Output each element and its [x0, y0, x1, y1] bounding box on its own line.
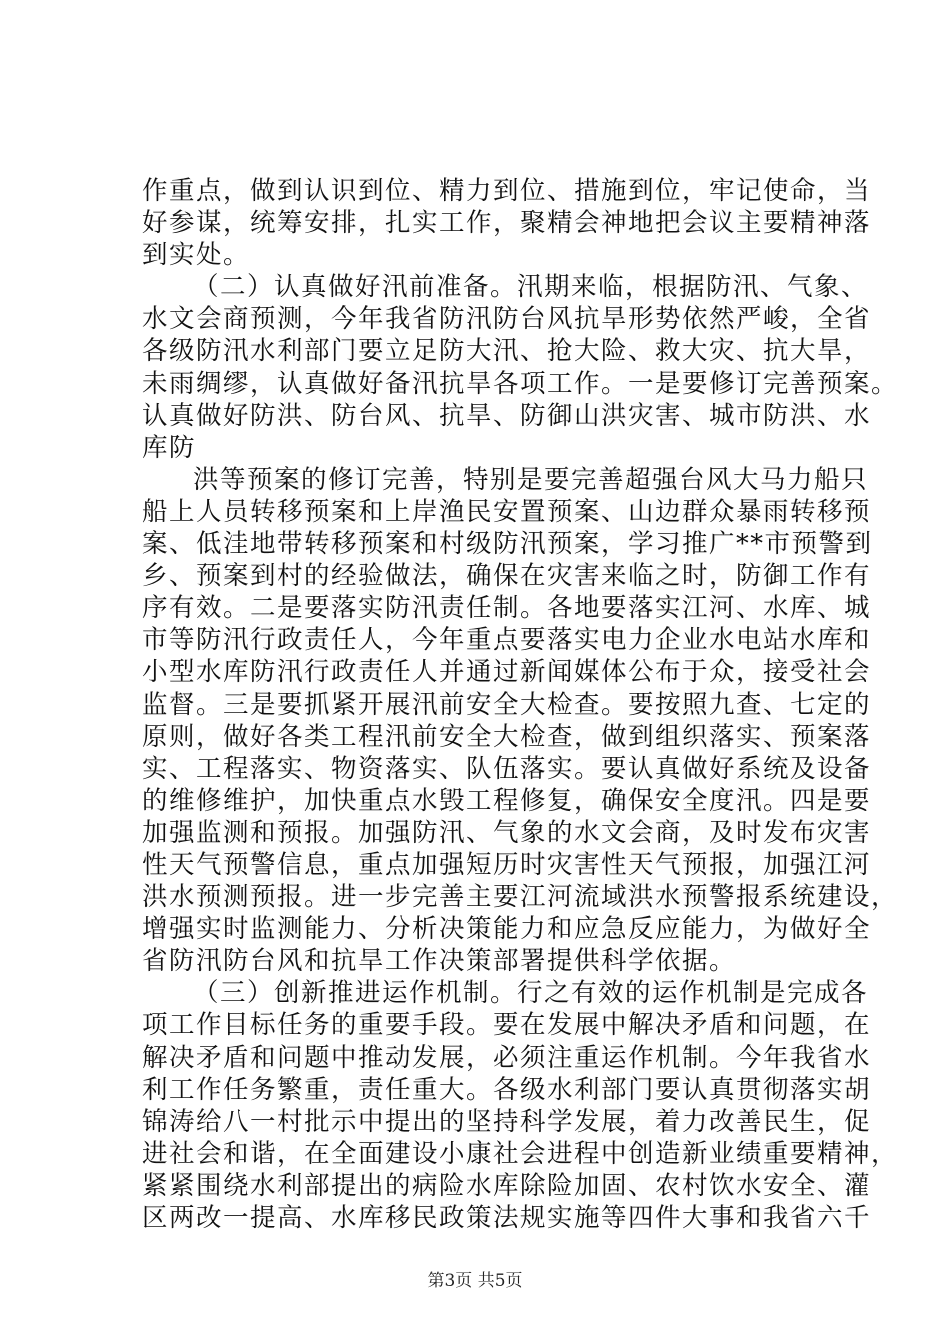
paragraph-2 [142, 271, 899, 464]
text-line: 水文会商预测，今年我省防汛防台风抗旱形势依然严峻，全省 [142, 304, 872, 335]
text-line: 进社会和谐，在全面建设小康社会进程中创造新业绩重要精神， [142, 1138, 899, 1169]
text-line: 船上人员转移预案和上岸渔民安置预案、山边群众暴雨转移预 [142, 496, 872, 527]
text-line: 锦涛给八一村批示中提出的坚持科学发展，着力改善民生，促 [142, 1106, 872, 1137]
text-line: 紧紧围绕水利部提出的病险水库除险加固、农村饮水安全、灌 [142, 1170, 872, 1201]
text-line: 实、工程落实、物资落实、队伍落实。要认真做好系统及设备 [142, 753, 872, 784]
text-line: 项工作目标任务的重要手段。要在发展中解决矛盾和问题，在 [142, 1010, 872, 1041]
text-line: 洪水预测预报。进一步完善主要江河流域洪水预警报系统建设， [142, 882, 899, 913]
text-line: 省防汛防台风和抗旱工作决策部署提供科学依据。 [142, 946, 737, 977]
text-line: 各级防汛水利部门要立足防大汛、抢大险、救大灾、抗大旱， [142, 336, 872, 367]
text-line: 区两改一提高、水库移民政策法规实施等四件大事和我省六千 [142, 1203, 872, 1233]
paragraph-3 [142, 464, 899, 978]
document-body [142, 175, 899, 1234]
text-line: 乡、预案到村的经验做法，确保在灾害来临之时，防御工作有 [142, 561, 872, 592]
text-line: 作重点，做到认识到位、精力到位、措施到位，牢记使命，当 [142, 176, 872, 206]
text-line: 小型水库防汛行政责任人并通过新闻媒体公布于众，接受社会 [142, 657, 872, 688]
text-line: 未雨绸缪，认真做好备汛抗旱各项工作。一是要修订完善预案。 [142, 368, 899, 399]
text-line: 利工作任务繁重，责任重大。各级水利部门要认真贯彻落实胡 [142, 1074, 872, 1105]
text-line: 性天气预警信息，重点加强短历时灾害性天气预报，加强江河 [142, 849, 872, 880]
text-line: 库防 [142, 432, 197, 463]
text-line: （三）创新推进运作机制。行之有效的运作机制是完成各 [193, 978, 869, 1009]
text-line: 洪等预案的修订完善，特别是要完善超强台风大马力船只 [193, 464, 869, 495]
paragraph-4 [142, 977, 899, 1234]
text-line: 加强监测和预报。加强防汛、气象的水文会商，及时发布灾害 [142, 817, 872, 848]
text-line: 监督。三是要抓紧开展汛前安全大检查。要按照九查、七定的 [142, 689, 872, 720]
page-number-footer: 第3页 共5页 [427, 1271, 523, 1291]
text-line: 好参谋，统筹安排，扎实工作，聚精会神地把会议主要精神落 [142, 208, 872, 239]
text-line: 原则，做好各类工程汛前安全大检查，做到组织落实、预案落 [142, 721, 872, 752]
text-line: （二）认真做好汛前准备。汛期来临，根据防汛、气象、 [193, 272, 869, 303]
text-line: 认真做好防洪、防台风、抗旱、防御山洪灾害、城市防洪、水 [142, 400, 872, 431]
text-line: 增强实时监测能力、分析决策能力和应急反应能力，为做好全 [142, 914, 872, 945]
text-line: 案、低洼地带转移预案和村级防汛预案，学习推广**市预警到 [142, 529, 873, 560]
text-line: 市等防汛行政责任人，今年重点要落实电力企业水电站水库和 [142, 625, 872, 656]
text-line: 解决矛盾和问题中推动发展，必须注重运作机制。今年我省水 [142, 1042, 872, 1073]
text-line: 的维修维护，加快重点水毁工程修复，确保安全度汛。四是要 [142, 785, 872, 816]
text-line: 到实处。 [142, 240, 251, 271]
paragraph-1 [142, 175, 872, 271]
text-line: 序有效。二是要落实防汛责任制。各地要落实江河、水库、城 [142, 593, 872, 624]
